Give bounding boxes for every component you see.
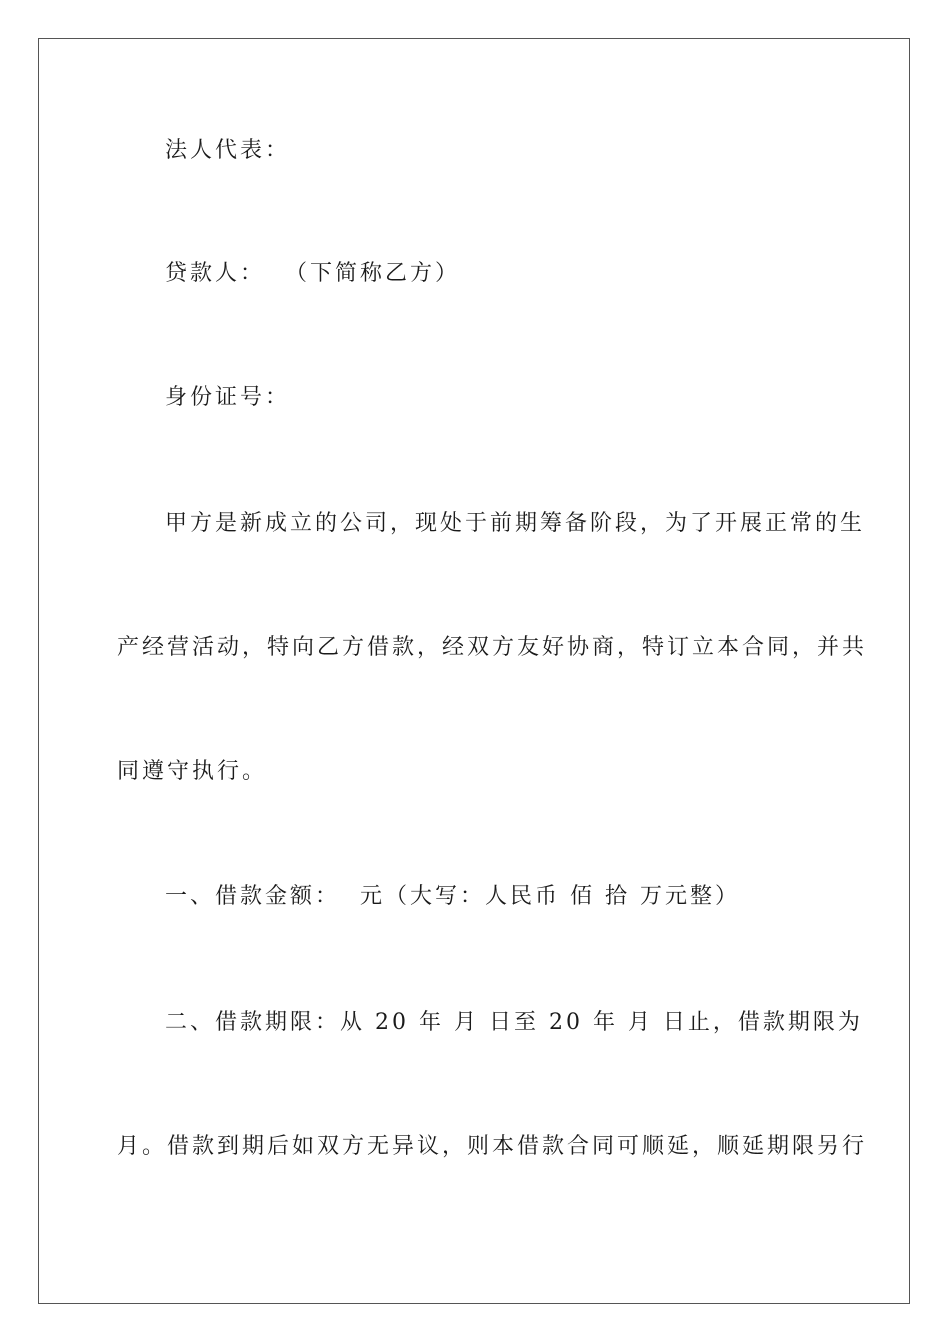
loan-term-clause: 二、借款期限：从 20 年 月 日至 20 年 月 日止，借款期限为 — [165, 1010, 863, 1035]
paragraph-line: 产经营活动，特向乙方借款，经双方友好协商，特订立本合同，并共 — [117, 635, 868, 660]
paragraph-line: 月。借款到期后如双方无异议，则本借款合同可顺延，顺延期限另行 — [117, 1134, 868, 1159]
paragraph-line: 同遵守执行。 — [117, 759, 268, 784]
page-border — [38, 38, 910, 1304]
paragraph-line: 甲方是新成立的公司，现处于前期筹备阶段，为了开展正常的生 — [165, 511, 866, 536]
loan-amount-clause: 一、借款金额： 元（大写：人民币 佰 拾 万元整） — [165, 884, 740, 909]
legal-representative-line: 法人代表： — [165, 138, 291, 163]
lender-line: 贷款人： （下简称乙方） — [165, 261, 460, 286]
id-number-line: 身份证号： — [165, 385, 291, 410]
